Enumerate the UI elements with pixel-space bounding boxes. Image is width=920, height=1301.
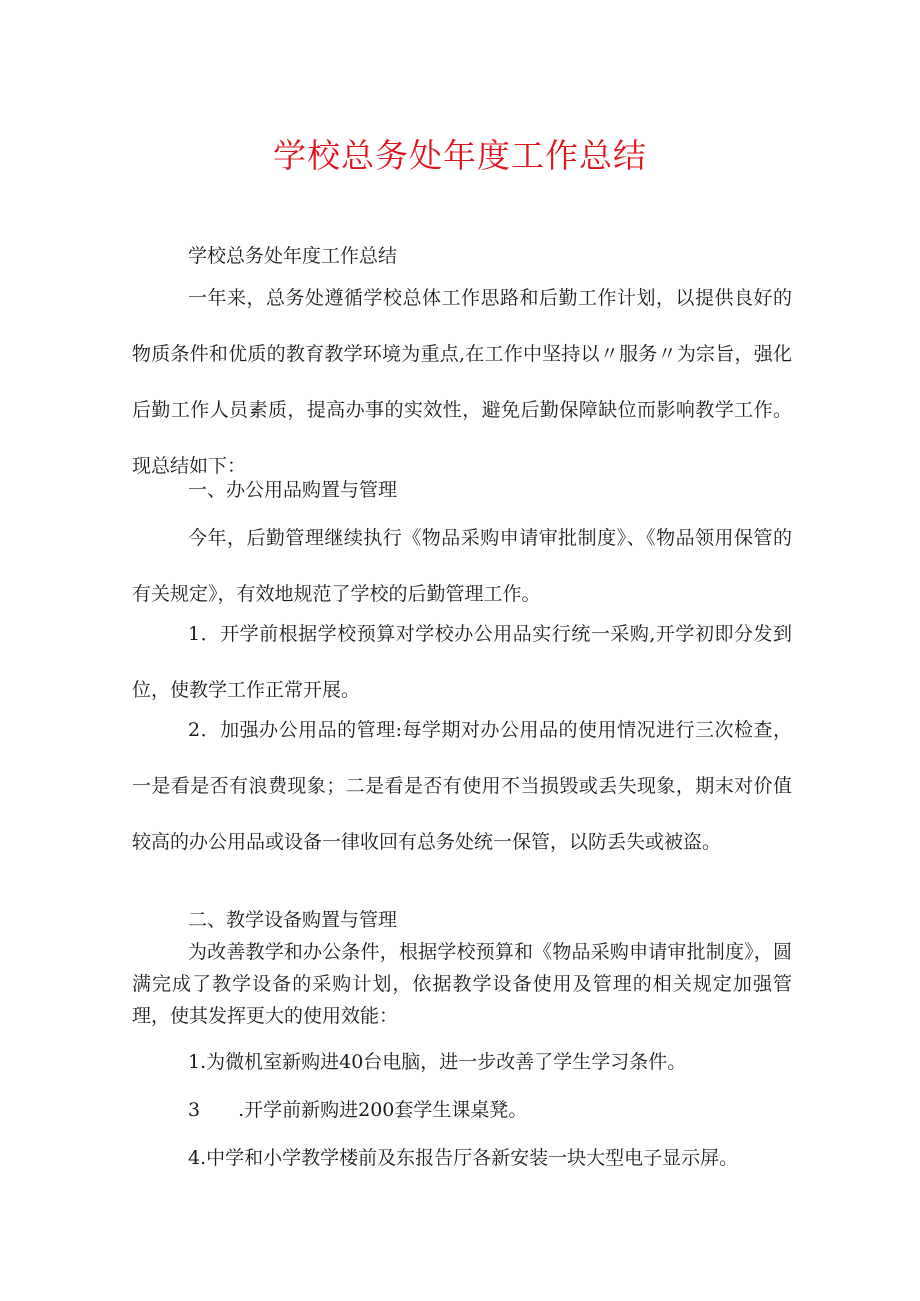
- list-item-2: 2．加强办公用品的管理:每学期对办公用品的使用情况进行三次检查，一是看是否有浪费现象；二是看是否有使用不当损毁或丢失现象，期末对价值较高的办公用品或设备一律收回有总务处统一保管，以防丢失或被盗。: [132, 719, 792, 853]
- paragraph-procurement-rules: 今年，后勤管理继续执行《物品采购申请审批制度》、《物品领用保管的有关规定》，有效地规范了学校的后勤管理工作。: [132, 527, 792, 605]
- section-heading-office-supplies: 一、办公用品购置与管理: [188, 479, 398, 501]
- equipment-item-displays: 4.中学和小学教学楼前及东报告厅各新安装一块大型电子显示屏。: [188, 1147, 739, 1169]
- list-item-1: 1．开学前根据学校预算对学校办公用品实行统一采购,开学初即分发到位，使教学工作正常开展。: [132, 623, 792, 701]
- paragraph-intro: 一年来，总务处遵循学校总体工作思路和后勤工作计划，以提供良好的物质条件和优质的教育教学环境为重点,在工作中坚持以〃服务〃为宗旨，强化后勤工作人员素质，提高办事的实效性，避免后勤保障缺位而影响教学工作。现总结如下：: [132, 287, 792, 477]
- equipment-item-desks: 3 .开学前新购进200套学生课桌凳。: [188, 1099, 528, 1121]
- paragraph-subtitle: 学校总务处年度工作总结: [188, 245, 398, 267]
- equipment-item-computers: 1.为微机室新购进40台电脑，进一步改善了学生学习条件。: [188, 1051, 687, 1073]
- document-title: 学校总务处年度工作总结: [273, 136, 647, 175]
- section-heading-teaching-equipment: 二、教学设备购置与管理: [188, 909, 398, 931]
- paragraph-equipment-plan: 为改善教学和办公条件，根据学校预算和《物品采购申请审批制度》，圆满完成了教学设备的采购计划，依据教学设备使用及管理的相关规定加强管理，使其发挥更大的使用效能：: [132, 941, 792, 1027]
